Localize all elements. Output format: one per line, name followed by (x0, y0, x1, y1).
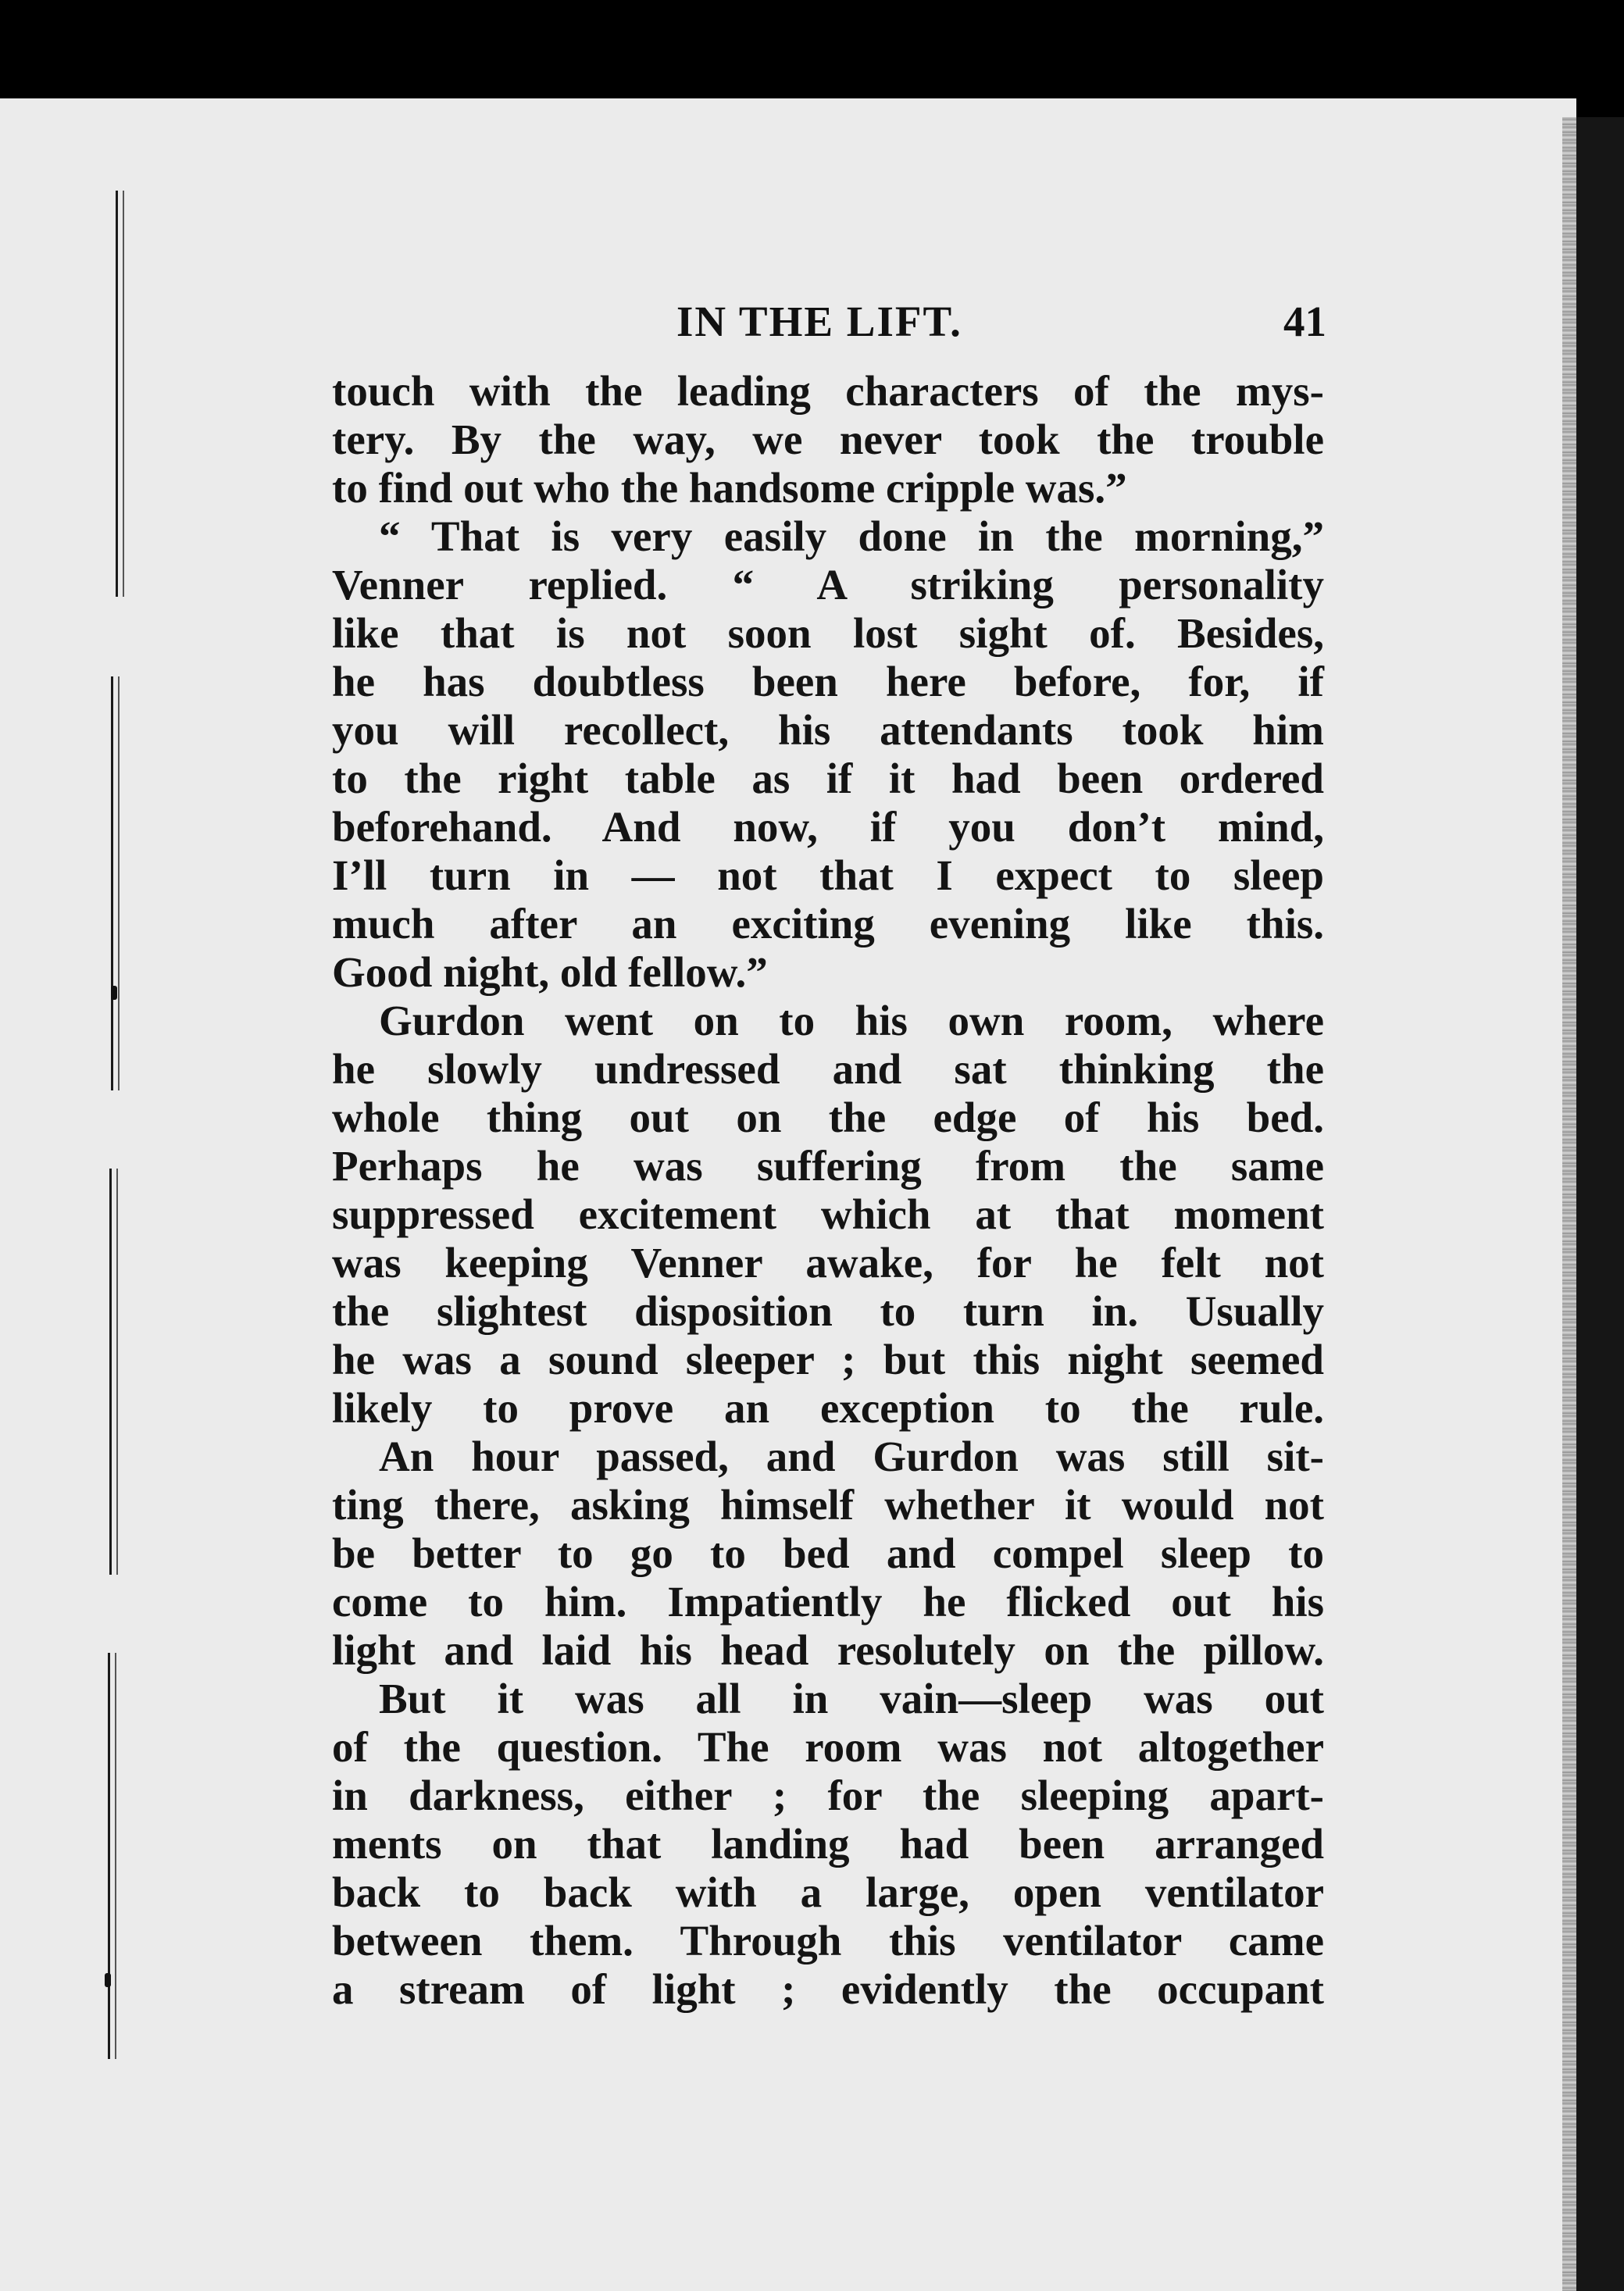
text-line: was keeping Venner awake, for he felt not (332, 1239, 1324, 1286)
binding-mark (111, 676, 120, 1090)
text-line: he slowly undressed and sat thinking the (332, 1045, 1324, 1093)
text-line: come to him. Impatiently he flicked out his (332, 1578, 1324, 1625)
text-line: beforehand. And now, if you don’t mind, (332, 803, 1324, 851)
text-line: touch with the leading characters of the mys- (332, 367, 1324, 415)
text-line: “ That is very easily done in the morning,” (379, 512, 1324, 560)
binding-mark (109, 1169, 118, 1575)
running-head: IN THE LIFT. (676, 298, 962, 345)
text-line: ting there, asking himself whether it would not (332, 1481, 1324, 1529)
text-line: tery. By the way, we never took the trouble (332, 416, 1324, 463)
text-line: much after an exciting evening like this. (332, 900, 1324, 947)
text-line: Perhaps he was suffering from the same (332, 1142, 1324, 1190)
text-line: between them. Through this ventilator came (332, 1917, 1324, 1964)
text-line: to the right table as if it had been ordered (332, 755, 1324, 802)
text-line: in darkness, either ; for the sleeping apart- (332, 1772, 1324, 1819)
text-line: you will recollect, his attendants took him (332, 706, 1324, 754)
text-line: Good night, old fellow.” (332, 948, 768, 996)
text-line: An hour passed, and Gurdon was still sit- (379, 1433, 1324, 1480)
body-text (332, 367, 1324, 2014)
page-edge (1562, 117, 1576, 2291)
text-line: he has doubtless been here before, for, if (332, 658, 1324, 705)
binding-dot (111, 986, 117, 1000)
binding-mark (116, 191, 124, 597)
text-line: to find out who the handsome cripple was.” (332, 464, 1127, 512)
text-line: ments on that landing had been arranged (332, 1820, 1324, 1868)
text-line: the slightest disposition to turn in. Usually (332, 1287, 1324, 1335)
text-line: like that is not soon lost sight of. Besides, (332, 609, 1324, 657)
spine-shadow (1576, 117, 1624, 2291)
page-header (328, 297, 1336, 359)
text-line: light and laid his head resolutely on the pillow. (332, 1626, 1324, 1674)
binding-mark (108, 1653, 116, 2059)
text-line: suppressed excitement which at that moment (332, 1190, 1324, 1238)
text-line: But it was all in vain—sleep was out (379, 1675, 1324, 1722)
text-line: back to back with a large, open ventilator (332, 1868, 1324, 1916)
text-line: whole thing out on the edge of his bed. (332, 1094, 1324, 1141)
text-line: I’ll turn in — not that I expect to sleep (332, 851, 1324, 899)
text-line: likely to prove an exception to the rule. (332, 1384, 1324, 1432)
binding-dot (105, 1973, 111, 1987)
text-line: a stream of light ; evidently the occupant (332, 1965, 1324, 2013)
text-line: Gurdon went on to his own room, where (379, 997, 1324, 1044)
text-line: Venner replied. “ A striking personality (332, 561, 1324, 608)
text-line: of the question. The room was not altogether (332, 1723, 1324, 1771)
text-line: be better to go to bed and compel sleep to (332, 1529, 1324, 1577)
page-number: 41 (1283, 298, 1326, 345)
text-line: he was a sound sleeper ; but this night seemed (332, 1336, 1324, 1383)
